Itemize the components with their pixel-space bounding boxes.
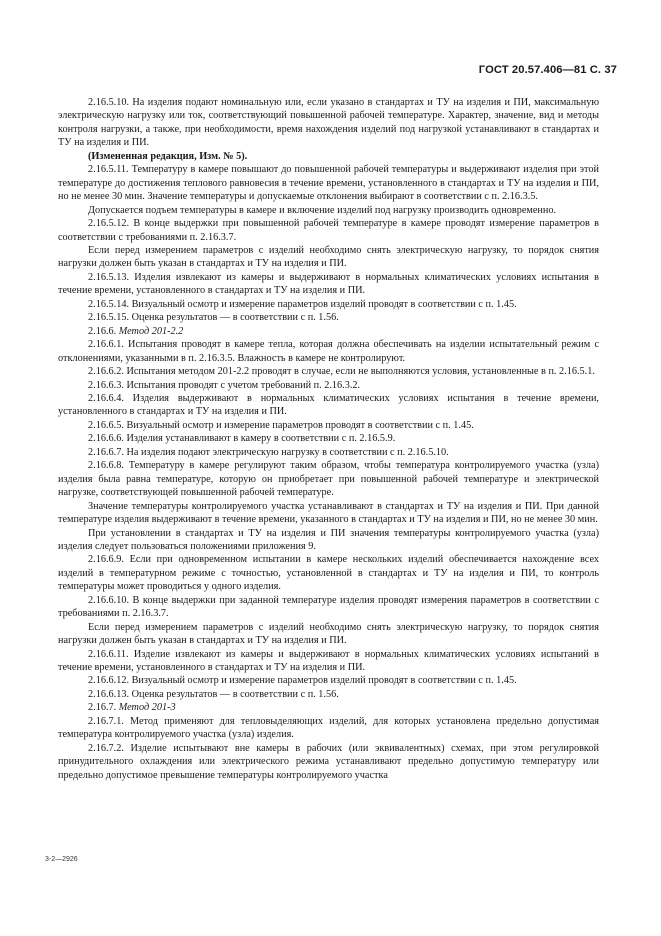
paragraph: 2.16.6.7. На изделия подают электрическую нагрузку в соответствии с п. 2.16.5.10. <box>88 446 449 458</box>
paragraph: 2.16.5.11. Температуру в камере повышают до повышенной рабочей температуры и выдерживают изделия при этой температуре до достижения теплового равновесия в течение времени, установленного в стандартах и ТУ на изделия и ПИ, но не менее 30 мин. Значение температуры и допускаемые отклонения выбирают в соответствии с п. 2.16.3.5. <box>58 164 599 203</box>
paragraph: 2.16.6.13. Оценка результатов — в соответствии с п. 1.56. <box>88 688 339 700</box>
paragraph: 2.16.5.13. Изделия извлекают из камеры и выдерживают в нормальных климатических условиях испытания в течение времени, установленного в стандартах и ТУ на изделия и ПИ. <box>58 271 599 297</box>
section-heading <box>58 325 599 338</box>
paragraph: 2.16.7.2. Изделие испытывают вне камеры в рабочих (или эквивалентных) схемах, при этом регулировкой принудительного охлаждения или электрического режима устанавливают предельно допустимую температуру или предельно допустимое превышение температуры контролируемого участка <box>58 742 599 781</box>
paragraph: 2.16.6.9. Если при одновременном испытании в камере нескольких изделий обеспечивается нахождение всех изделий в температурном режиме с точностью, установленной в стандартах и ТУ на изделия и ПИ, то контроль температуры может проводиться у одного изделия. <box>58 554 599 593</box>
paragraph: 2.16.6.11. Изделие извлекают из камеры и выдерживают в нормальных климатических условиях испытаний в течение времени, установленного в стандартах и ТУ на изделия и ПИ. <box>58 648 599 674</box>
paragraph: 2.16.6.12. Визуальный осмотр и измерение параметров изделий проводят в соответствии с п. 1.45. <box>88 675 517 687</box>
paragraph: 2.16.7.1. Метод применяют для тепловыделяющих изделий, для которых установлена предельно допустимая температура контролируемого участка (узла) изделия. <box>58 715 599 741</box>
paragraph: 2.16.6.3. Испытания проводят с учетом требований п. 2.16.3.2. <box>88 379 361 391</box>
section-number: 2.16.7. <box>88 702 119 714</box>
print-code: 3-2—2926 <box>45 856 78 863</box>
paragraph: 2.16.6.1. Испытания проводят в камере тепла, которая должна обеспечивать на изделии испытательный режим с отклонениями, указанными в п. 2.16.3.5. Влажность в камере не контролируют. <box>58 339 599 364</box>
paragraph: 2.16.6.10. В конце выдержки при заданной температуре изделия проводят измерения параметров в соответствии с требованиями п. 2.16.3.7. <box>58 594 599 620</box>
method-title: Метод 201-2.2 <box>118 325 184 337</box>
section-number: 2.16.6. <box>88 325 119 337</box>
paragraph: 2.16.5.14. Визуальный осмотр и измерение параметров изделий проводят в соответствии с п. 1.45. <box>88 298 517 310</box>
paragraph: 2.16.5.15. Оценка результатов — в соответствии с п. 1.56. <box>88 312 339 324</box>
document-body <box>58 96 599 782</box>
paragraph: 2.16.5.12. В конце выдержки при повышенной рабочей температуре в камере проводят измерение параметров в соответствии с требованиями п. 2.16.3.7. <box>58 218 599 243</box>
paragraph: 2.16.5.10. На изделия подают номинальную или, если указано в стандартах и ТУ на изделия и ПИ, максимальную электрическую нагрузку или ток, соответствующий повышенной рабочей температуре. Характер, значение, вид и методы контроля нагрузки, а также, при необходимости, время нахождения изделий под нагрузкой устанавливают в стандартах и ТУ на изделия и ПИ. <box>58 97 599 149</box>
paragraph: 2.16.6.8. Температуру в камере регулируют таким образом, чтобы температура контролируемого участка (узла) изделия была равна температуре, которую он приобретает при повышенной рабочей температуре и электрической нагрузке, соответствующей повышенной рабочей температуре. <box>58 460 599 499</box>
paragraph: 2.16.6.6. Изделия устанавливают в камеру в соответствии с п. 2.16.5.9. <box>88 433 396 445</box>
paragraph: Если перед измерением параметров с изделий необходимо снять электрическую нагрузку, то порядок снятия нагрузки должен быть указан в стандартах и ТУ на изделия и ПИ. <box>58 621 599 647</box>
paragraph: 2.16.6.4. Изделия выдерживают в нормальных климатических условиях испытания в течение времени, установленного в стандартах и ТУ на изделия и ПИ. <box>58 392 599 418</box>
paragraph: Допускается подъем температуры в камере и включение изделий под нагрузку производить одновременно. <box>88 204 557 216</box>
paragraph: 2.16.6.2. Испытания методом 201-2.2 проводят в случае, если не выполняются условия, установленные в п. 2.16.5.1. <box>88 366 595 378</box>
method-title: Метод 201-3 <box>118 702 176 714</box>
page-header: ГОСТ 20.57.406—81 С. 37 <box>478 64 617 76</box>
amendment-note: (Измененная редакция, Изм. № 5). <box>88 150 248 162</box>
section-heading <box>58 701 599 714</box>
paragraph: Если перед измерением параметров с изделий необходимо снять электрическую нагрузку, то порядок снятия нагрузки должен быть указан в стандартах и ТУ на изделия и ПИ. <box>58 244 599 270</box>
paragraph: При установлении в стандартах и ТУ на изделия и ПИ значения температуры контролируемого участка (узла) изделия следует пользоваться положениями приложения 9. <box>58 527 599 552</box>
paragraph: Значение температуры контролируемого участка устанавливают в стандартах и ТУ на изделия и ПИ. При данной температуре изделия выдерживают в течение времени, указанного в стандартах и ТУ на изделия и ПИ, но не менее 30 мин. <box>58 500 599 526</box>
paragraph: 2.16.6.5. Визуальный осмотр и измерение параметров проводят в соответствии с п. 1.45. <box>88 419 474 431</box>
